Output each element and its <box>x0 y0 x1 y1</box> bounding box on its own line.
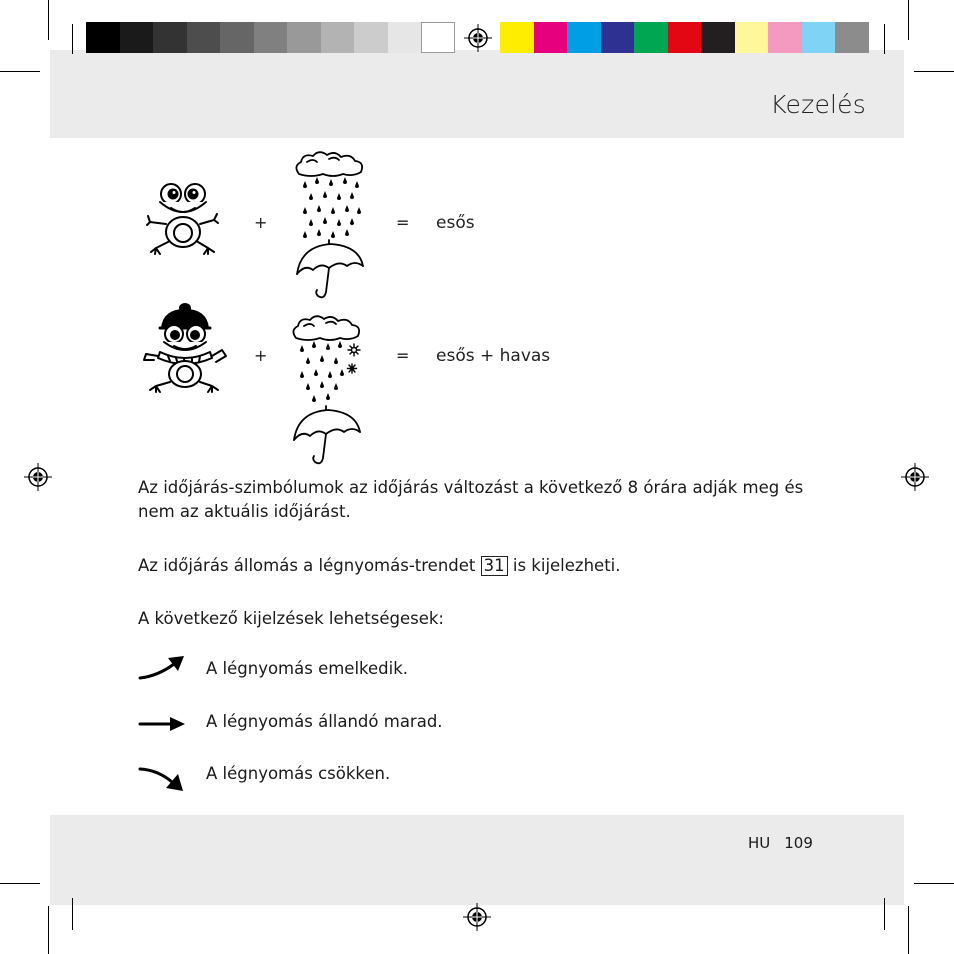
weather-result-label: esős <box>436 213 475 233</box>
crop-mark <box>0 71 40 72</box>
registration-mark-icon <box>24 463 52 491</box>
color-swatch <box>668 22 702 53</box>
plus-sign: + <box>254 213 268 232</box>
reference-number-box: 31 <box>481 556 508 576</box>
possible-displays-intro: A következő kijelzések lehetségesek: <box>138 609 444 628</box>
trend-label-steady: A légnyomás állandó marad. <box>206 712 443 731</box>
gray-swatch <box>321 22 355 53</box>
color-swatch <box>835 22 869 53</box>
crop-mark <box>72 24 73 54</box>
footer-band <box>50 815 904 905</box>
registration-mark-icon <box>464 24 492 52</box>
weather-result-label: esős + havas <box>436 346 551 366</box>
color-swatch <box>534 22 568 53</box>
frog-icon <box>146 180 220 256</box>
gray-swatch <box>187 22 221 53</box>
color-swatch <box>601 22 635 53</box>
color-swatch <box>735 22 769 53</box>
crop-mark <box>914 71 954 72</box>
color-swatch <box>634 22 668 53</box>
pressure-trend-text: Az időjárás állomás a légnyomás-trendet <box>138 556 481 575</box>
color-swatch <box>500 22 534 53</box>
gray-swatch <box>220 22 254 53</box>
crop-mark <box>48 906 49 954</box>
gray-swatch <box>254 22 288 53</box>
rain-cloud-umbrella-icon <box>293 150 369 300</box>
equals-sign: = <box>396 346 410 365</box>
crop-mark <box>884 898 885 930</box>
color-swatch <box>567 22 601 53</box>
crop-mark <box>48 0 49 40</box>
crop-mark <box>914 883 954 884</box>
crop-mark <box>908 0 909 40</box>
crop-mark <box>0 883 40 884</box>
arrow-rising-icon <box>138 654 186 682</box>
language-code: HU <box>748 834 771 852</box>
page-title: Kezelés <box>770 90 866 119</box>
arrow-steady-icon <box>138 714 186 734</box>
frog-scarf-hat-icon <box>142 302 228 394</box>
crop-mark <box>72 898 73 930</box>
color-swatch <box>768 22 802 53</box>
forecast-explanation: Az időjárás-szimbólumok az időjárás változást a következő 8 órára adják meg és nem az aktuális időjárást. <box>138 478 804 521</box>
registration-mark-icon <box>901 463 929 491</box>
gray-swatch <box>388 22 422 53</box>
gray-swatch <box>120 22 154 53</box>
registration-mark-icon <box>463 903 491 931</box>
pressure-trend-text-end: is kijelezheti. <box>507 556 621 575</box>
gray-swatch <box>354 22 388 53</box>
pressure-trend-note <box>138 554 818 578</box>
crop-mark <box>884 24 885 54</box>
rain-snow-cloud-umbrella-icon <box>290 314 366 466</box>
color-swatch <box>701 22 735 53</box>
gray-swatch <box>287 22 321 53</box>
arrow-falling-icon <box>138 764 186 794</box>
color-swatch <box>802 22 836 53</box>
gray-swatch <box>153 22 187 53</box>
page-number: 109 <box>784 834 813 852</box>
plus-sign: + <box>254 346 268 365</box>
crop-mark <box>908 906 909 954</box>
trend-label-rising: A légnyomás emelkedik. <box>206 659 409 678</box>
trend-label-falling: A légnyomás csökken. <box>206 764 391 783</box>
page-footer <box>748 834 827 852</box>
gray-swatch <box>421 22 455 53</box>
gray-swatch <box>86 22 120 53</box>
equals-sign: = <box>396 213 410 232</box>
